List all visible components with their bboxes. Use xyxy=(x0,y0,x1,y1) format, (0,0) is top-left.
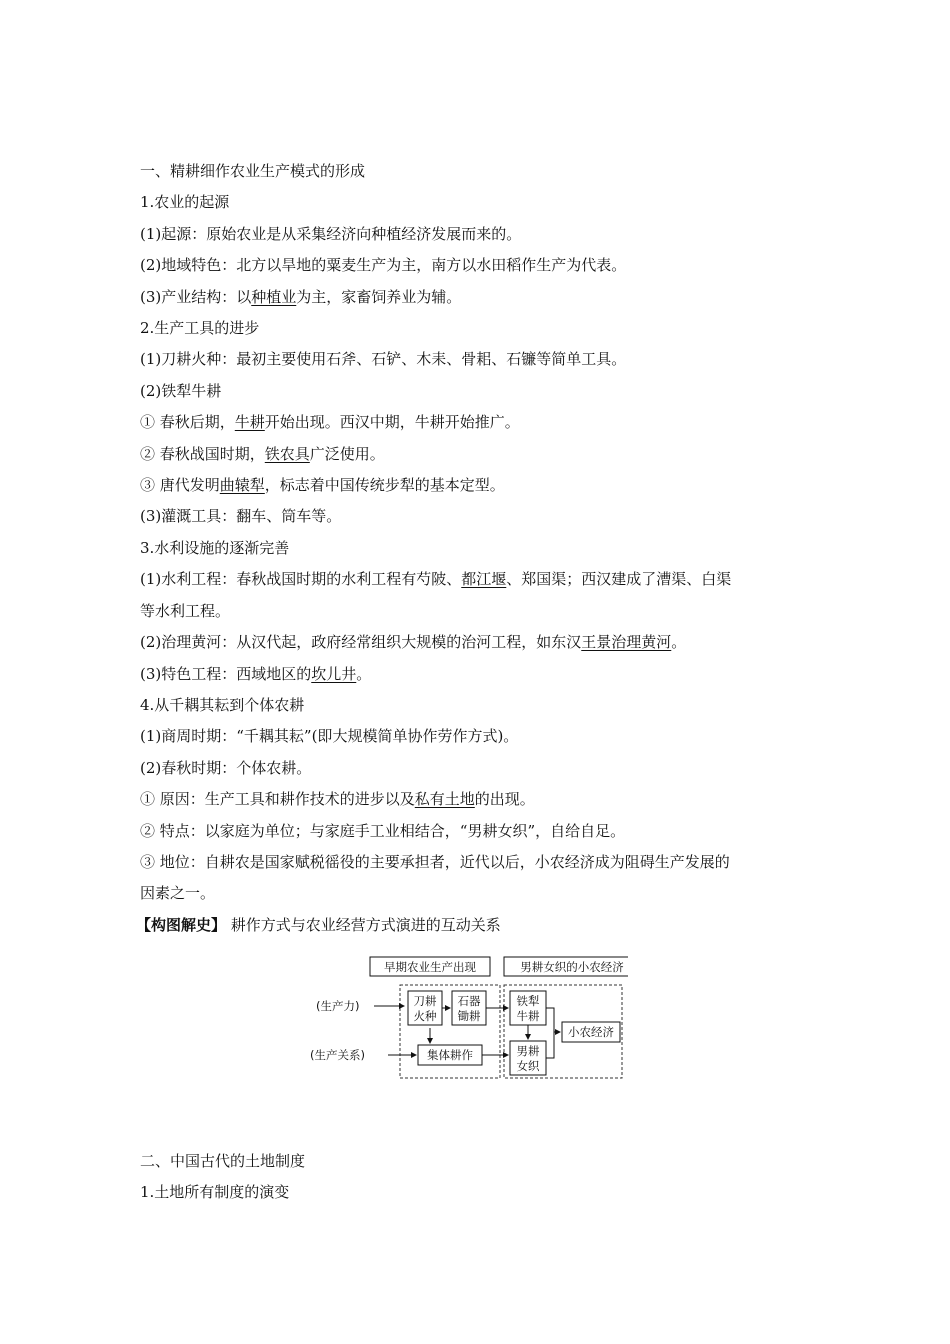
box-text: 石器 xyxy=(457,994,481,1008)
underlined-keyword: 种植业 xyxy=(251,287,297,306)
paragraph-line xyxy=(140,564,820,595)
text: ① 原因：生产工具和耕作技术的进步以及 xyxy=(140,790,415,809)
box-text: 女织 xyxy=(516,1059,540,1073)
underlined-keyword: 坎儿井 xyxy=(311,664,357,683)
box-text: 火种 xyxy=(413,1009,437,1023)
box-text: 牛耕 xyxy=(516,1009,540,1023)
text: (1)水利工程：春秋战国时期的水利工程有芍陂、 xyxy=(140,570,462,589)
box-text: 男耕 xyxy=(516,1044,540,1058)
group-right-title: 男耕女织的小农经济 xyxy=(520,960,624,974)
document-body xyxy=(136,156,820,941)
paragraph-line: ② 特点：以家庭为单位；与家庭手工业相结合，“男耕女织”，自给自足。 xyxy=(140,821,626,840)
paragraph-line: ③ 地位：自耕农是国家赋税徭役的主要承担者，近代以后，小农经济成为阻碍生产发展的 xyxy=(140,852,730,871)
diagram-heading-text: 耕作方式与农业经营方式演进的互动关系 xyxy=(230,915,501,934)
text: 、郑国渠；西汉建成了漕渠、白渠 xyxy=(506,570,732,589)
diagram-tag: 【构图解史】 xyxy=(136,915,227,934)
paragraph-line: (1)刀耕火种：最初主要使用石斧、石铲、木耒、骨耜、石镰等简单工具。 xyxy=(140,350,627,369)
paragraph-line xyxy=(140,784,820,815)
subsection-title: 2.生产工具的进步 xyxy=(140,319,260,338)
row-label-productivity: (生产力) xyxy=(316,999,360,1013)
interaction-diagram xyxy=(308,955,628,1085)
text: ，标志着中国传统步犁的基本定型。 xyxy=(264,476,505,495)
underlined-keyword: 都江堰 xyxy=(461,570,507,589)
paragraph-line: (1)起源：原始农业是从采集经济向种植经济发展而来的。 xyxy=(140,224,522,243)
paragraph-line: (2)地域特色：北方以旱地的粟麦生产为主，南方以水田稻作生产为代表。 xyxy=(140,256,627,275)
diagram-heading xyxy=(136,910,820,941)
subsection-title: 1.土地所有制度的演变 xyxy=(140,1183,290,1202)
text: 的出现。 xyxy=(474,790,535,809)
group-left-title: 早期农业生产出现 xyxy=(384,960,476,974)
text: ② 春秋战国时期， xyxy=(140,444,265,463)
paragraph-line: 等水利工程。 xyxy=(140,601,231,620)
paragraph-line: (2)春秋时期：个体农耕。 xyxy=(140,758,312,777)
subsection-title: 4.从千耦其耘到个体农耕 xyxy=(140,695,305,714)
underlined-keyword: 王景治理黄河 xyxy=(581,633,672,652)
paragraph-line xyxy=(140,407,820,438)
paragraph-line xyxy=(140,470,820,501)
text: 为主，家畜饲养业为辅。 xyxy=(296,287,462,306)
paragraph-line xyxy=(140,282,820,313)
box-text: 锄耕 xyxy=(457,1009,481,1023)
section-two xyxy=(140,1146,820,1209)
box-text: 铁犁 xyxy=(516,994,540,1008)
box-text: 小农经济 xyxy=(568,1025,614,1039)
connector xyxy=(546,1008,554,1058)
subsection-title: 1.农业的起源 xyxy=(140,193,230,212)
row-label-relations: (生产关系) xyxy=(310,1048,365,1062)
paragraph-line: (3)灌溉工具：翻车、筒车等。 xyxy=(140,507,342,526)
underlined-keyword: 牛耕 xyxy=(234,413,265,432)
text: (3)产业结构：以 xyxy=(140,287,252,306)
underlined-keyword: 铁农具 xyxy=(264,444,310,463)
section-heading: 二、中国古代的土地制度 xyxy=(140,1152,306,1170)
paragraph-line: 因素之一。 xyxy=(140,884,216,903)
text: (3)特色工程：西域地区的 xyxy=(140,664,312,683)
text: 。 xyxy=(671,633,687,652)
box-text: 集体耕作 xyxy=(427,1048,473,1062)
text: 开始出现。西汉中期，牛耕开始推广。 xyxy=(264,413,520,432)
paragraph-line xyxy=(140,439,820,470)
underlined-keyword: 私有土地 xyxy=(414,790,475,809)
underlined-keyword: 曲辕犁 xyxy=(219,476,265,495)
text: 。 xyxy=(356,664,372,683)
section-heading: 一、精耕细作农业生产模式的形成 xyxy=(140,162,366,180)
text: ③ 唐代发明 xyxy=(140,476,220,495)
text: 广泛使用。 xyxy=(309,444,385,463)
text: (2)治理黄河：从汉代起，政府经常组织大规模的治河工程，如东汉 xyxy=(140,633,582,652)
paragraph-line xyxy=(140,627,820,658)
text: ① 春秋后期， xyxy=(140,413,235,432)
paragraph-line: (2)铁犁牛耕 xyxy=(140,381,222,400)
box-text: 刀耕 xyxy=(413,994,437,1008)
paragraph-line: (1)商周时期：“千耦其耘”(即大规模简单协作劳作方式)。 xyxy=(140,727,519,746)
subsection-title: 3.水利设施的逐渐完善 xyxy=(140,538,290,557)
paragraph-line xyxy=(140,659,820,690)
